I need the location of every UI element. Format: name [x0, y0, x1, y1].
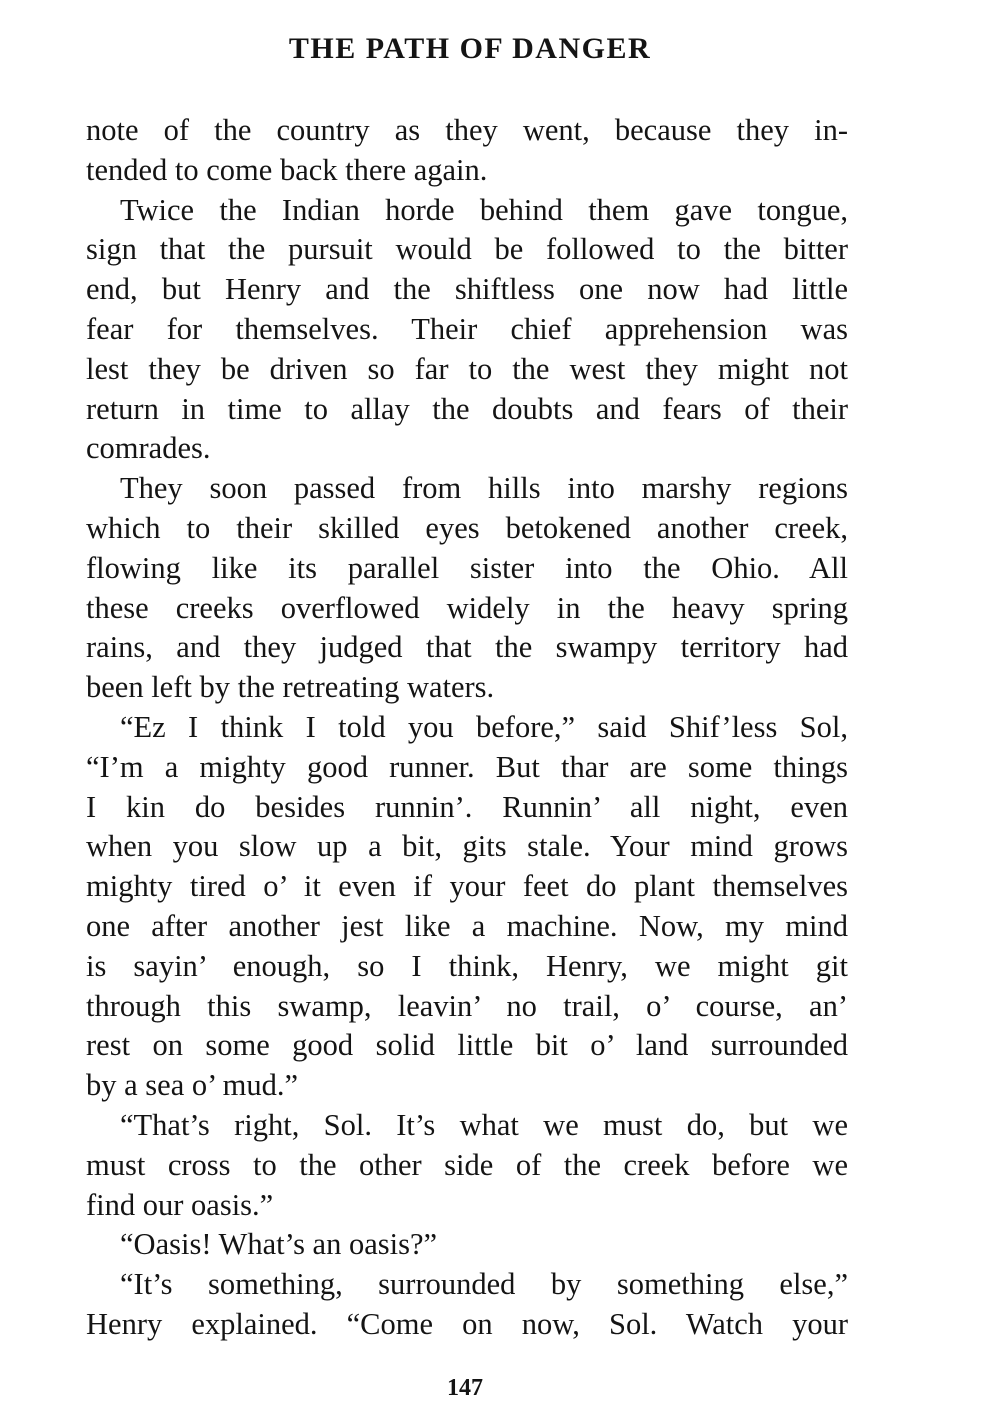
body-text [86, 111, 848, 1345]
text-line: “That’s right, Sol. It’s what we must do, but we [120, 1107, 848, 1142]
text-line: “I’m a mighty good runner. But thar are some things [86, 749, 848, 784]
text-line: find our oasis.” [86, 1187, 274, 1222]
text-line: been left by the retreating waters. [86, 670, 495, 705]
text-line: by a sea o’ mud.” [86, 1068, 299, 1103]
text-line: fear for themselves. Their chief apprehension was [86, 311, 848, 346]
text-line: They soon passed from hills into marshy regions [120, 471, 848, 506]
text-line: “It’s something, surrounded by something else,” [120, 1267, 848, 1302]
text-line: when you slow up a bit, gits stale. Your mind grows [86, 829, 848, 864]
text-line: is sayin’ enough, so I think, Henry, we might git [86, 948, 848, 983]
text-line: tended to come back there again. [86, 152, 488, 187]
text-line: return in time to allay the doubts and fears of their [86, 391, 848, 426]
text-line: which to their skilled eyes betokened another creek, [86, 510, 848, 545]
text-line: I kin do besides runnin’. Runnin’ all night, even [86, 789, 848, 824]
running-head: THE PATH OF DANGER [288, 32, 652, 65]
text-line: end, but Henry and the shiftless one now had little [86, 272, 848, 307]
text-line: mighty tired o’ it even if your feet do plant themselves [86, 869, 848, 904]
text-line: one after another jest like a machine. Now, my mind [86, 908, 848, 943]
text-line: note of the country as they went, because they in- [86, 113, 848, 147]
text-line: through this swamp, leavin’ no trail, o’ course, an’ [86, 988, 848, 1023]
text-line: must cross to the other side of the creek before we [86, 1147, 848, 1182]
text-line: sign that the pursuit would be followed to the bitter [86, 232, 848, 267]
text-line: lest they be driven so far to the west they might not [86, 351, 848, 386]
text-line: flowing like its parallel sister into the Ohio. All [86, 550, 848, 585]
text-line: these creeks overflowed widely in the heavy spring [86, 590, 848, 625]
text-line: rest on some good solid little bit o’ land surrounded [86, 1028, 848, 1063]
text-line: comrades. [86, 431, 211, 466]
page-number: 147 [447, 1375, 483, 1401]
text-line: Henry explained. “Come on now, Sol. Watch your [86, 1306, 848, 1341]
text-line: “Oasis! What’s an oasis?” [120, 1227, 438, 1262]
text-line: Twice the Indian horde behind them gave tongue, [120, 192, 848, 227]
text-line: “Ez I think I told you before,” said Shif’less Sol, [120, 709, 848, 744]
text-line: rains, and they judged that the swampy territory had [86, 630, 848, 665]
